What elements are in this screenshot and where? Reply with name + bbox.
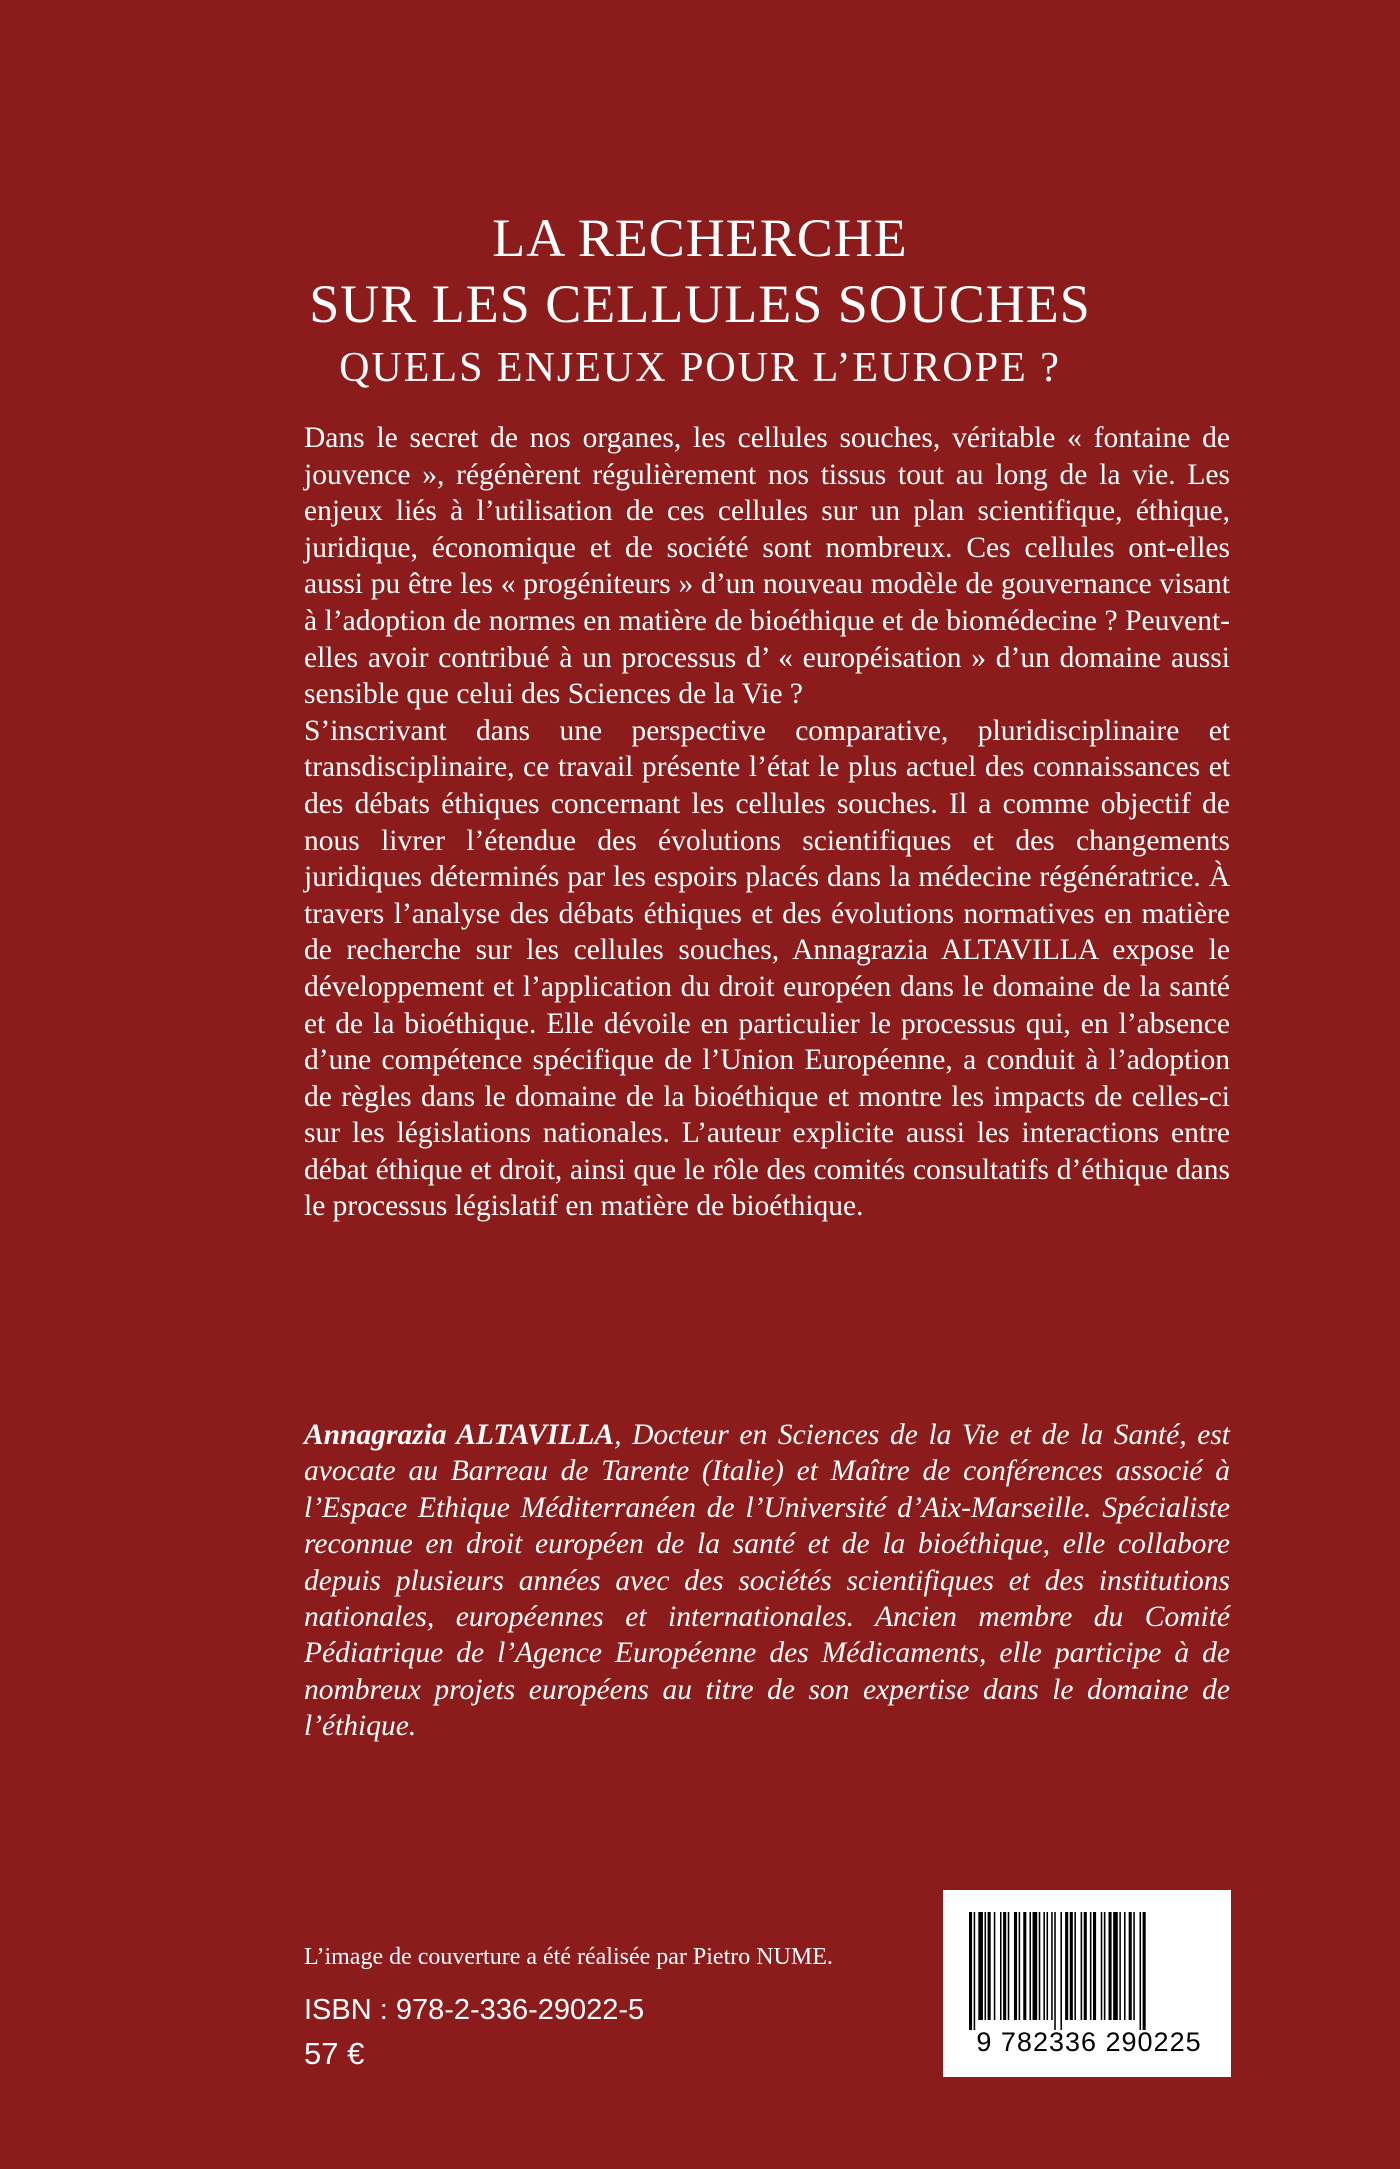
barcode-bar <box>1047 1912 1049 2020</box>
barcode-bar <box>1023 1912 1026 2020</box>
barcode-bar <box>988 1912 991 2020</box>
cover-image-credit: L’image de couverture a été réalisée par Pietro NUME. <box>304 1944 833 1970</box>
barcode-bar <box>1104 1912 1106 2020</box>
barcode-bar <box>1039 1912 1041 2020</box>
barcode-bar <box>1000 1912 1002 2020</box>
title-line-2: SUR LES CELLULES SOUCHES <box>309 274 1091 334</box>
barcode-bar <box>1008 1912 1010 2020</box>
barcode-bar <box>1065 1912 1068 2020</box>
barcode-bar <box>1090 1912 1092 2020</box>
barcode-bar <box>978 1912 983 2020</box>
barcode-bar <box>1129 1912 1132 2020</box>
barcode-bar <box>1054 1912 1056 2030</box>
barcode-bar <box>1074 1912 1076 2020</box>
barcode-bar <box>1019 1912 1021 2020</box>
barcode-bar <box>1081 1912 1083 2020</box>
isbn: ISBN : 978-2-336-29022-5 <box>304 1994 645 2026</box>
barcode-bar <box>1084 1912 1087 2020</box>
barcode-bar <box>985 1912 987 2020</box>
summary-paragraph-2: S’inscrivant dans une perspective comparative, pluridisciplinaire et transdisciplinaire, ce travail présente l’état le plus actuel des connaissances et des débats éthiques concernant les cellules souches. Il a comme objectif de nous livrer l’étendue des évolutions scientifiques et des changements juridiques déterminés par les espoirs placés dans la médecine régénératrice. À travers l’analyse des débats éthiques et des évolutions normatives en matière de recherche sur les cellules souches, Annagrazia ALTAVILLA expose le développement et l’application du droit européen dans le domaine de la santé et de la bioéthique. Elle dévoile en particulier le processus qui, en l’absence d’une compétence spécifique de l’Union Européenne, a conduit à l’adoption de règles dans le domaine de la bioéthique et montre les impacts de celles-ci sur les législations nationales. L’auteur explicite aussi les interactions entre débat éthique et droit, ainsi que le rôle des comités consultatifs d’éthique dans le processus législatif en matière de bioéthique. <box>304 714 1230 1223</box>
barcode-bar <box>1109 1912 1112 2020</box>
barcode-bar <box>1119 1912 1121 2020</box>
title-line-1: LA RECHERCHE <box>492 208 908 268</box>
title-block <box>0 205 1400 399</box>
barcode-bar <box>1029 1912 1031 2020</box>
barcode-bar <box>1014 1912 1017 2020</box>
barcode-bar <box>1101 1912 1103 2020</box>
barcode-bar <box>994 1912 996 2020</box>
summary-paragraph-1: Dans le secret de nos organes, les cellules souches, véritable « fontaine de jouvence », régénèrent régulièrement nos tissus tout au long de la vie. Les enjeux liés à l’utilisation de ces cellules sur un plan scientifique, éthique, juridique, économique et de société sont nombreux. Ces cellules ont-elles aussi pu être les « progéniteurs » d’un nouveau modèle de gouvernance visant à l’adoption de normes en matière de bioéthique et de biomédecine ? Peuvent-elles avoir contribué à un processus d’ « européisation » d’un domaine aussi sensible que celui des Sciences de la Vie ? <box>304 422 1230 711</box>
barcode-bar <box>1093 1912 1096 2020</box>
summary-text <box>304 420 1230 1225</box>
author-bio-text: , Docteur en Sciences de la Vie et de la Santé, est avocate au Barreau de Tarente (Italie) et Maître de conférences associé à l’Espace Ethique Méditerranéen de l’Université d’Aix-Marseille. Spécialiste reconnue en droit européen de la santé et de la bioéthique, elle collabore depuis plusieurs années avec des sociétés scientifiques et des institutions nationales, européennes et internationales. Ancien membre du Comité Pédiatrique de l’Agence Européenne des Médicaments, elle participe à de nombreux projets européens au titre de son expertise dans le domaine de l’éthique. <box>304 1419 1231 1743</box>
barcode-digits: 9 782336 290225 <box>976 2027 1202 2057</box>
barcode-bar <box>1043 1912 1045 2020</box>
barcode-bar <box>974 1912 976 2030</box>
author-name: Annagrazia ALTAVILLA <box>304 1419 615 1451</box>
barcode-bar <box>1133 1912 1135 2020</box>
subtitle: QUELS ENJEUX POUR L’EUROPE ? <box>339 345 1061 391</box>
barcode-bar <box>969 1912 972 2030</box>
barcode-bar <box>1070 1912 1073 2020</box>
barcode-panel <box>943 1890 1231 2077</box>
barcode-bar <box>1033 1912 1038 2020</box>
barcode-bar <box>1113 1912 1118 2020</box>
barcode-bar <box>1051 1912 1053 2020</box>
barcode-bar <box>1003 1912 1006 2020</box>
price: 57 € <box>304 2036 365 2071</box>
author-bio <box>304 1417 1230 1745</box>
barcode-bar <box>1140 1912 1142 2030</box>
barcode-bar <box>1060 1912 1062 2030</box>
barcode-bar <box>1143 1912 1146 2030</box>
barcode-bar <box>1124 1912 1126 2020</box>
barcode-icon <box>969 1912 1209 2030</box>
